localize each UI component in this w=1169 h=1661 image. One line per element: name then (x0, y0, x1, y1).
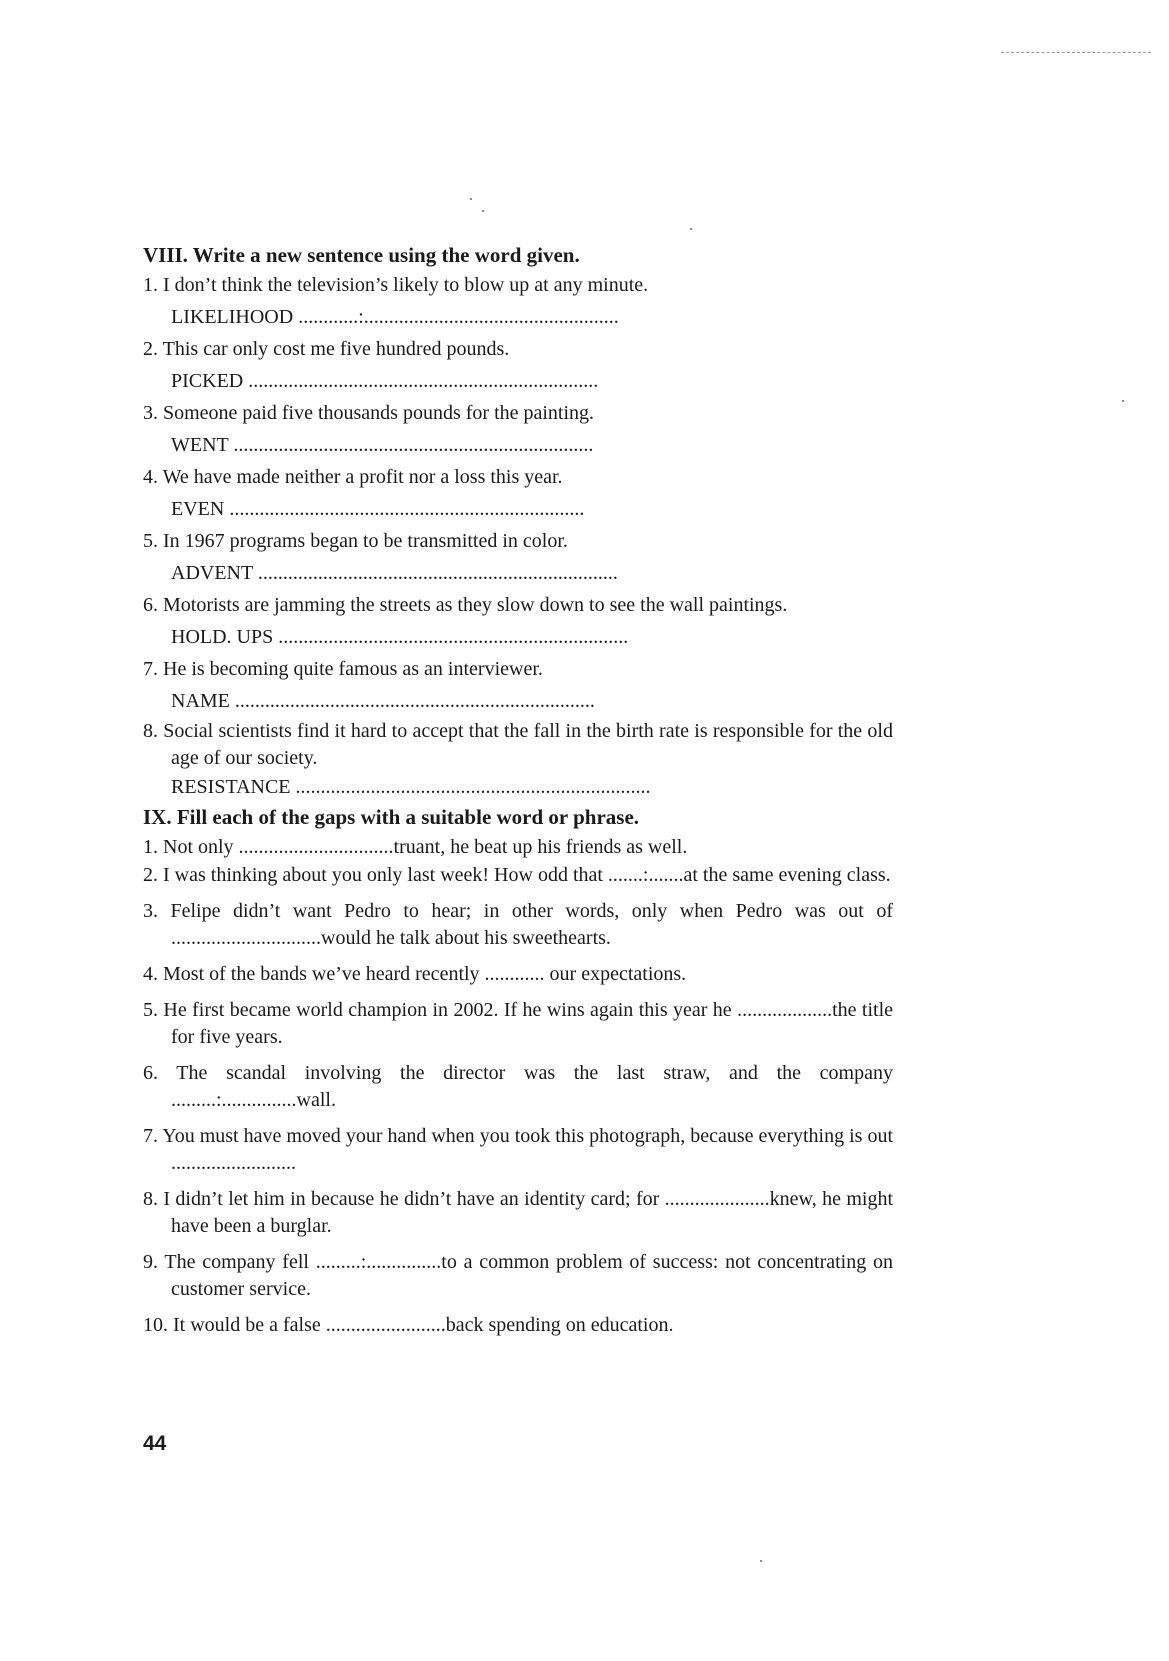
page-number: 44 (143, 1432, 167, 1455)
gap-fill-item: 4. Most of the bands we’ve heard recently ............ our expectations. (143, 963, 687, 985)
scan-speck (760, 1560, 762, 1562)
item-sentence: 4. We have made neither a profit nor a loss this year. (143, 466, 563, 488)
exercise-item (143, 526, 893, 590)
gap-fill-item: 2. I was thinking about you only last week! How odd that .......:.......at the same evening class. (143, 864, 891, 886)
exercise-item (143, 590, 893, 654)
exercise-item (143, 654, 893, 718)
gap-fill-item: 6. The scandal involving the director was the last straw, and the company .........:...............wall. (143, 1062, 893, 1111)
gap-fill-item: 1. Not only ...............................truant, he beat up his friends as well. (143, 836, 688, 858)
exercise-item (143, 718, 893, 802)
item-sentence: 2. This car only cost me five hundred pounds. (143, 338, 510, 360)
gap-fill-item: 5. He first became world champion in 2002. If he wins again this year he ...................the title for five years. (143, 999, 893, 1048)
item-keyword-line: HOLD. UPS ...................................................................... (171, 626, 629, 648)
scan-speck (482, 210, 484, 212)
gap-fill-item: 8. I didn’t let him in because he didn’t have an identity card; for .....................knew, he might have been a burglar. (143, 1188, 893, 1237)
item-sentence: 7. He is becoming quite famous as an interviewer. (143, 658, 543, 680)
scan-speck (690, 228, 692, 230)
item-keyword-line: EVEN ....................................................................... (171, 498, 585, 520)
exercise-item (143, 334, 893, 398)
section-viii (143, 240, 893, 802)
item-keyword-line: ADVENT ........................................................................ (171, 562, 618, 584)
item-sentence: 3. Someone paid five thousands pounds for the painting. (143, 402, 595, 424)
exercise-item (143, 270, 893, 334)
scan-speck (1122, 400, 1124, 402)
item-keyword-line: WENT ........................................................................ (171, 434, 594, 456)
item-sentence: 5. In 1967 programs began to be transmitted in color. (143, 530, 568, 552)
exercise-item (143, 462, 893, 526)
scan-speck (470, 198, 472, 200)
item-keyword-line: LIKELIHOOD ............:................................................... (171, 306, 619, 328)
scan-artifact-rule (1001, 52, 1151, 53)
item-sentence: 1. I don’t think the television’s likely to blow up at any minute. (143, 274, 649, 296)
gap-fill-item: 7. You must have moved your hand when you took this photograph, because everything is out ......................... (143, 1125, 893, 1174)
section-ix-heading: IX. Fill each of the gaps with a suitable word or phrase. (143, 805, 640, 829)
item-sentence: 6. Motorists are jamming the streets as they slow down to see the wall paintings. (143, 594, 788, 616)
item-sentence: 8. Social scientists find it hard to accept that the fall in the birth rate is responsible for the old age of our society. (143, 720, 893, 769)
item-keyword-line: NAME ........................................................................ (171, 690, 595, 712)
gap-fill-item: 9. The company fell .........:...............to a common problem of success: not concentrating on customer service. (143, 1251, 893, 1300)
section-viii-heading: VIII. Write a new sentence using the word given. (143, 243, 580, 267)
worksheet-page (143, 240, 893, 1339)
section-ix (143, 802, 893, 1339)
gap-fill-item: 10. It would be a false ........................back spending on education. (143, 1314, 674, 1336)
gap-fill-item: 3. Felipe didn’t want Pedro to hear; in other words, only when Pedro was out of ..............................would he talk about his sweethearts. (143, 900, 893, 949)
item-keyword-line: PICKED ...................................................................... (171, 370, 599, 392)
item-keyword-line: RESISTANCE ....................................................................... (171, 776, 651, 798)
exercise-item (143, 398, 893, 462)
